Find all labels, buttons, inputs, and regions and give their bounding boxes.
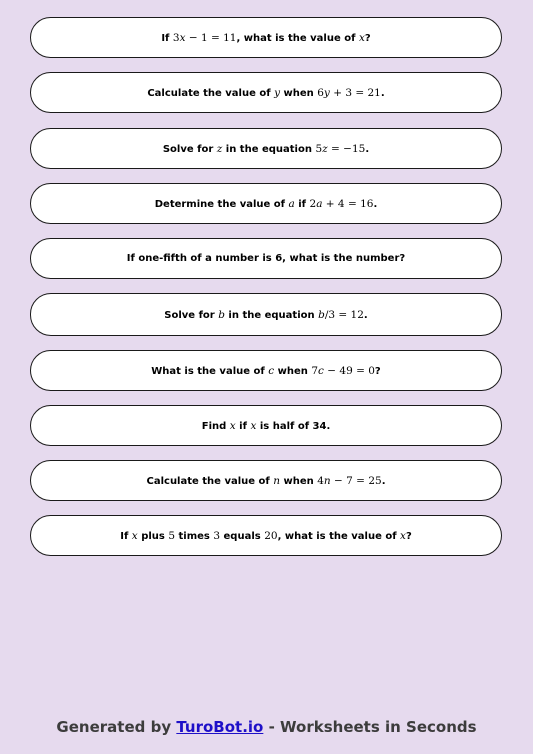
question-box: [30, 183, 502, 224]
question-box: [30, 17, 502, 58]
question-text: What is the value of c when 7c − 49 = 0?: [151, 364, 381, 377]
question-text: If x plus 5 times 3 equals 20, what is the value of x?: [120, 529, 412, 542]
question-box: [30, 515, 502, 556]
question-text: If 3x − 1 = 11, what is the value of x?: [161, 31, 371, 44]
question-text: Find x if x is half of 34.: [201, 419, 331, 432]
question-text: Calculate the value of y when 6y + 3 = 21.: [147, 86, 385, 99]
question-box: [30, 72, 502, 113]
question-box: [30, 238, 502, 279]
question-box: [30, 293, 502, 336]
footer-prefix: Generated by: [56, 718, 177, 736]
question-box: [30, 350, 502, 391]
question-text: Determine the value of a if 2a + 4 = 16.: [154, 197, 378, 210]
question-text: Solve for b in the equation b/3 = 12.: [164, 308, 368, 321]
question-box: [30, 128, 502, 169]
question-text: If one-fifth of a number is 6, what is the number?: [126, 253, 406, 264]
question-box: [30, 460, 502, 501]
footer-suffix: - Worksheets in Seconds: [263, 718, 477, 736]
question-text: Solve for z in the equation 5z = −15.: [162, 142, 370, 155]
turobot-link[interactable]: TuroBot.io: [176, 718, 264, 736]
question-box: [30, 405, 502, 446]
question-text: Calculate the value of n when 4n − 7 = 25.: [146, 474, 386, 487]
footer: [0, 718, 533, 736]
